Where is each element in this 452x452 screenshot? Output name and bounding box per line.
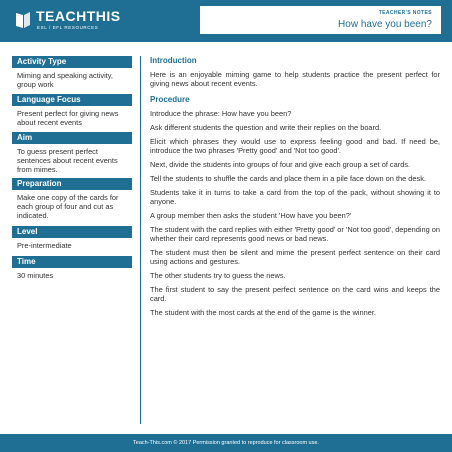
sidebar-section-language-focus (12, 94, 132, 127)
sidebar-heading: Language Focus (12, 94, 132, 106)
procedure-step: The first student to say the present perfect sentence on the card wins and keeps the card. (150, 285, 440, 303)
sidebar-body: To guess present perfect sentences about recent events from mimes. (17, 147, 118, 174)
introduction-heading: Introduction (150, 56, 197, 65)
book-logo-icon (14, 10, 32, 30)
footer-bar (0, 434, 452, 452)
sidebar-body: Present perfect for giving news about recent events (17, 109, 119, 127)
procedure-step: A group member then asks the student 'How have you been?' (150, 211, 352, 220)
teachthis-logo (14, 8, 132, 34)
procedure-step: The other students try to guess the news. (150, 271, 286, 280)
sidebar-body: 30 minutes (17, 271, 54, 280)
column-divider (140, 56, 141, 424)
sidebar-heading: Aim (12, 132, 132, 144)
sidebar-heading: Activity Type (12, 56, 132, 68)
sidebar-body: Make one copy of the cards for each group of four and cut as indicated. (17, 193, 119, 220)
procedure-step: Ask different students the question and write their replies on the board. (150, 123, 382, 132)
sidebar-section-aim (12, 132, 132, 174)
sidebar-heading: Preparation (12, 178, 132, 190)
logo-name: TEACHTHIS (36, 8, 121, 24)
procedure-step: The student with the card replies with either 'Pretty good' or 'Not too good', depending on whether their card represents good news or bad news. (150, 225, 440, 243)
sidebar-section-level (12, 226, 132, 250)
sidebar-heading: Level (12, 226, 132, 238)
introduction-text: Here is an enjoyable miming game to help students practice the present perfect for giving news about recent events. (150, 70, 440, 88)
procedure-step: Students take it in turns to take a card from the top of the pack, without showing it to anyone. (150, 188, 440, 206)
sidebar-section-activity-type (12, 56, 132, 89)
procedure-step: Tell the students to shuffle the cards and place them in a pile face down on the desk. (150, 174, 426, 183)
procedure-step: Next, divide the students into groups of four and give each group a set of cards. (150, 160, 411, 169)
header-bar (0, 0, 452, 42)
notes-label: TEACHER'S NOTES (378, 10, 432, 16)
procedure-heading: Procedure (150, 95, 190, 104)
title-box (200, 6, 441, 34)
procedure-step: The student with the most cards at the end of the game is the winner. (150, 308, 376, 317)
main-content (150, 56, 440, 317)
procedure-step: Introduce the phrase: How have you been? (150, 109, 292, 118)
copyright-text: Teach-This.com © 2017 Permission granted to reproduce for classroom use. (133, 440, 319, 446)
lesson-title: How have you been? (338, 19, 432, 30)
procedure-step: The student must then be silent and mime the present perfect sentence on their card using actions and gestures. (150, 248, 440, 266)
sidebar-body: Pre-intermediate (17, 241, 72, 250)
logo-subtitle: ESL / EFL RESOURCES (37, 25, 99, 30)
sidebar-heading: Time (12, 256, 132, 268)
sidebar-body: Miming and speaking activity, group work (17, 71, 113, 89)
procedure-step: Elicit which phrases they would use to express feeling good and bad. If need be, introduce the two phrases 'Pretty good' and 'Not too good'. (150, 137, 440, 155)
sidebar-section-time (12, 256, 132, 280)
sidebar-section-preparation (12, 178, 132, 220)
